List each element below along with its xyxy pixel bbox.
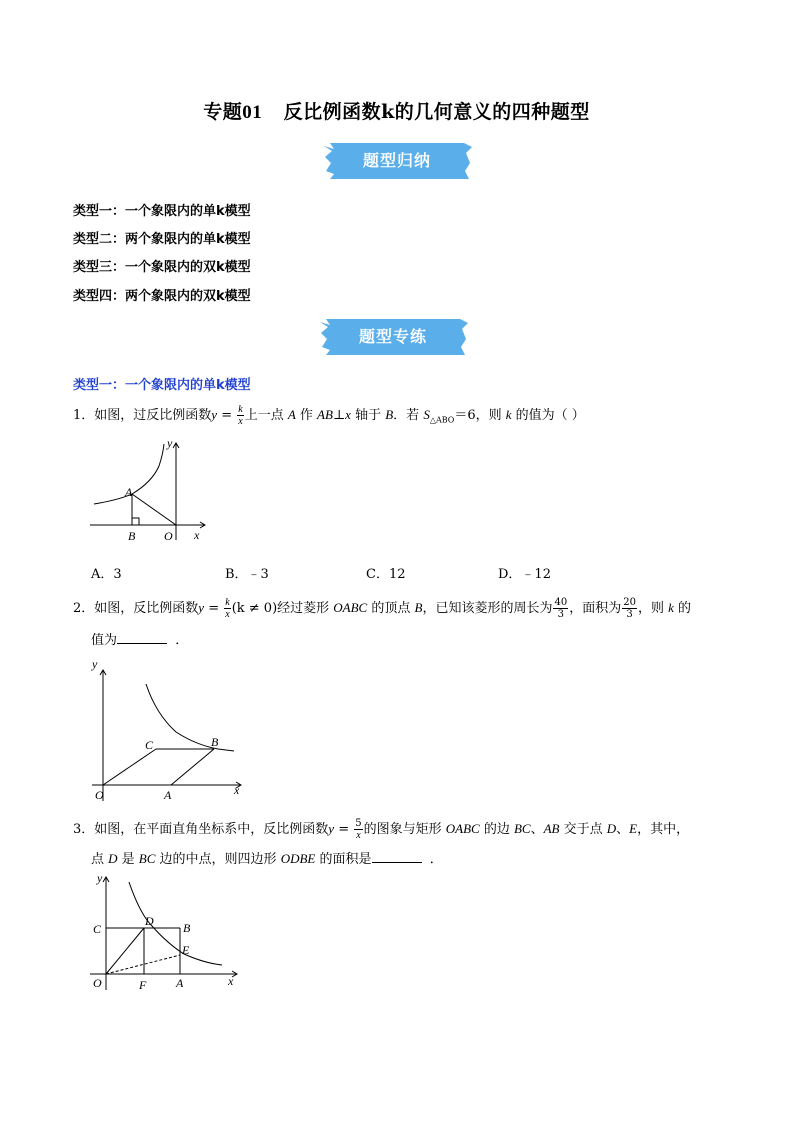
q2-frac-den: x: [225, 609, 230, 620]
q2-OABC: OABC: [333, 600, 368, 615]
fig1-label-y: y: [167, 436, 173, 450]
q1-option-b[interactable]: B．﹣3: [225, 567, 269, 582]
q3-l2c: 边的中点，则四边形: [155, 852, 281, 867]
type-item-1: 类型一：一个象限内的单k模型: [73, 204, 251, 219]
fig1-label-A: A: [125, 485, 133, 499]
q2-t2: 的顶点: [367, 601, 415, 616]
q2-p-num: 40: [554, 597, 568, 608]
title-prefix: 专题: [203, 101, 243, 123]
q1-frac-den: x: [238, 416, 243, 427]
q3-t5: 、: [616, 822, 630, 837]
q3-answer-blank[interactable]: [372, 850, 422, 863]
fig1-label-x: x: [194, 528, 200, 542]
q3-fraction: [354, 818, 362, 841]
q3-num: 3．如图，在平面直角坐标系中，反比例函数: [73, 822, 329, 837]
q3-frac-den: x: [356, 830, 361, 841]
q3-ODBE: ODBE: [280, 851, 316, 866]
q1-A: A: [287, 407, 296, 422]
q1-eq: =: [217, 408, 237, 423]
q1-k: k: [505, 407, 512, 422]
q3-BC: BC: [513, 821, 531, 836]
section-heading-type1: 类型一：一个象限内的单k模型: [73, 378, 251, 393]
fig3-label-B: B: [183, 921, 191, 935]
fig3-label-C: C: [93, 922, 102, 936]
q3-frac-num: 5: [355, 818, 362, 829]
figure-q2: [90, 656, 245, 806]
page-title: [0, 97, 793, 124]
q1-t4: ．若: [393, 408, 424, 423]
q2-t5: ，则: [637, 601, 669, 616]
q1-t2: 作: [295, 408, 318, 423]
type-item-2: 类型二：两个象限内的单k模型: [73, 232, 251, 247]
q3-t4: 交于点: [559, 822, 607, 837]
fig2-label-C: C: [145, 738, 154, 752]
q1-option-d[interactable]: D．﹣12: [498, 567, 551, 582]
banner-practice: [318, 317, 468, 357]
fig2-label-y: y: [92, 657, 98, 671]
q2-line2: 值为: [91, 633, 118, 648]
q3-t2: 的边: [479, 822, 514, 837]
type-item-3: 类型三：一个象限内的双k模型: [73, 260, 251, 275]
q2-perimeter-fraction: [553, 597, 568, 620]
q1-AB: AB: [317, 407, 333, 422]
q2-B: B: [414, 600, 423, 615]
q2-num: 2．如图，反比例函数: [73, 601, 199, 616]
banner-practice-label: 题型专练: [358, 327, 427, 346]
q2-fraction: [224, 597, 230, 620]
fig2-label-B: B: [211, 735, 219, 749]
q3-y: y: [328, 821, 335, 836]
fig3-label-O: O: [93, 976, 102, 990]
fig1-label-B: B: [128, 529, 136, 543]
q2-area-fraction: [622, 597, 637, 620]
fig1-label-O: O: [164, 529, 173, 543]
q3-l2d: 的面积是: [315, 852, 372, 867]
fig3-label-F: F: [139, 978, 147, 992]
q2-t6: 的: [673, 601, 692, 616]
question-2-text: [73, 597, 691, 620]
q1-t5: ＝6，则: [454, 408, 506, 423]
q3-l2b: 是: [117, 852, 139, 867]
q3-t6: ，其中，: [637, 822, 690, 837]
question-3-line2: [91, 850, 443, 869]
fig3-label-A: A: [176, 976, 184, 990]
q3-E: E: [629, 821, 638, 836]
banner-summary-label: 题型归纳: [362, 151, 431, 170]
q3-t1: 的图象与矩形: [363, 822, 446, 837]
question-1-text: [73, 404, 585, 430]
q3-l2a: 点: [91, 852, 109, 867]
q2-a-den: 3: [626, 609, 633, 620]
question-3-text: [73, 818, 689, 841]
fig2-label-A: A: [164, 788, 172, 802]
q2-frac-num: k: [225, 597, 230, 608]
fig3-label-y: y: [97, 871, 103, 885]
q3-eq: =: [334, 822, 354, 837]
q2-a-num: 20: [623, 597, 636, 608]
figure-q3: [88, 870, 243, 995]
title-number: 01: [242, 102, 263, 123]
q2-y: y: [198, 600, 205, 615]
q1-B: B: [385, 407, 394, 422]
q3-l2D: D: [108, 851, 118, 866]
q1-t3: 轴于: [350, 408, 386, 423]
q2-cond: (k ≠ 0): [231, 601, 278, 616]
q1-sub: △ABO: [429, 415, 455, 425]
q1-option-c[interactable]: C．12: [366, 567, 406, 582]
q1-fraction: [237, 404, 243, 427]
q1-frac-num: k: [238, 404, 243, 415]
q2-eq: =: [204, 601, 224, 616]
q1-y: y: [211, 407, 218, 422]
q2-end: ．: [175, 633, 189, 648]
fig3-label-x: x: [228, 974, 234, 988]
fig3-label-D: D: [145, 914, 154, 928]
q1-S: S: [423, 407, 430, 422]
q2-answer-blank[interactable]: [117, 631, 167, 644]
q1-perp: ⊥: [332, 408, 346, 423]
q1-x: x: [345, 407, 351, 422]
q1-option-a[interactable]: A．3: [91, 567, 122, 582]
q2-t1: 经过菱形: [277, 601, 334, 616]
q1-t1: 上一点: [244, 408, 288, 423]
q1-t6: 的值为（ ）: [511, 408, 585, 423]
q3-AB: AB: [543, 821, 560, 836]
q2-t3: ，已知该菱形的周长为: [422, 601, 553, 616]
q2-k: k: [668, 600, 674, 615]
figure-q1: [88, 436, 213, 544]
q3-l2BC: BC: [138, 851, 156, 866]
q3-OABC: OABC: [445, 821, 480, 836]
q3-end: ．: [429, 852, 443, 867]
q1-num: 1．如图，过反比例函数: [73, 408, 212, 423]
q3-t3: 、: [530, 822, 544, 837]
type-item-4: 类型四：两个象限内的双k模型: [73, 289, 251, 304]
title-text: 反比例函数k的几何意义的四种题型: [283, 101, 590, 123]
q2-p-den: 3: [557, 609, 565, 620]
banner-summary: [322, 141, 472, 181]
question-2-line2: [91, 631, 188, 650]
fig3-label-E: E: [182, 943, 190, 957]
q3-D: D: [606, 821, 617, 836]
q2-t4: ，面积为: [569, 601, 622, 616]
fig2-label-x: x: [234, 783, 240, 797]
fig2-label-O: O: [95, 788, 104, 802]
